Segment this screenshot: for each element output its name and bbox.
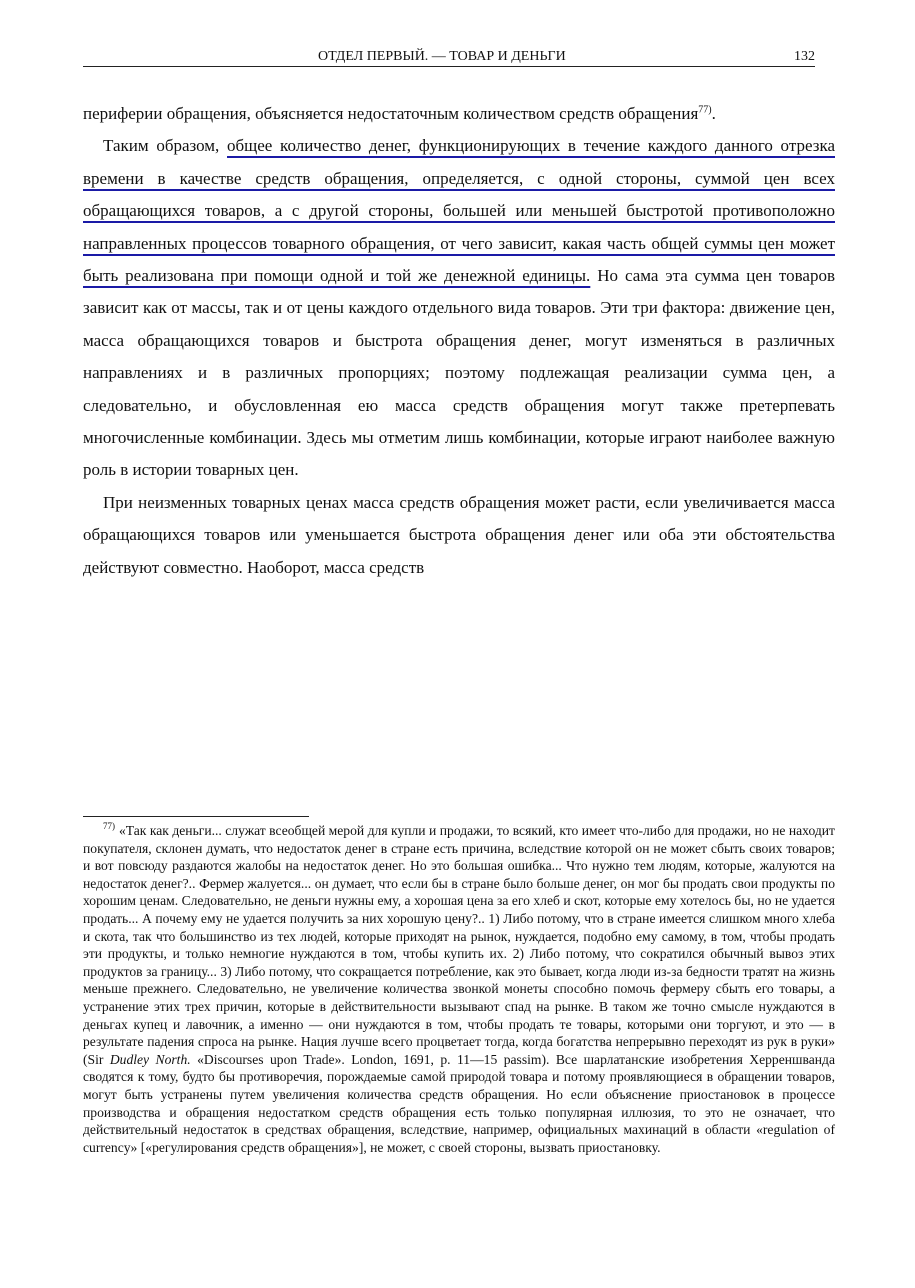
footnote-number: 77) — [103, 821, 115, 832]
section-title: ОТДЕЛ ПЕРВЫЙ. — ТОВАР И ДЕНЬГИ — [318, 49, 566, 64]
paragraph-1-text: периферии обращения, объясняется недостаточным количеством средств обращения — [83, 104, 699, 123]
paragraph-2-rest: Но сама эта сумма цен товаров зависит как от массы, так и от цены каждого отдельного вида товаров. Эти три фактора: движение цен, масса обращающихся товаров и быстрота обращения денег, могут изменяться в различных направлениях и в различных пропорциях; поэтому подлежащая реализации сумма цен, а следовательно, и обусловленная ею масса средств обращения могут также претерпевать многочисленные комбинации. Здесь мы отметим лишь комбинации, которые играют наиболее важную роль в истории товарных цен. — [83, 266, 835, 480]
footnote-77 — [83, 822, 835, 1156]
footnote-divider — [83, 816, 309, 817]
paragraph-2-lead: Таким образом, — [103, 136, 228, 156]
footnote-text — [83, 822, 835, 1156]
running-header — [83, 48, 815, 67]
page-number: 132 — [794, 49, 815, 64]
highlighted-passage: общее количество денег, функционирующих в течение каждого данного отрезка времени в качестве средств обращения, определяется, с одной стороны, суммой цен всех обращающихся товаров, а с другой стороны, большей или меньшей быстротой противоположно направленных процессов товарного обращения, от чего зависит, какая часть общей суммы цен может быть реализована при помощи одной и той же денежной единицы. — [83, 136, 835, 286]
paragraph-1-end: . — [711, 104, 716, 123]
footnote-part-2: «Discourses upon Trade». London, 1691, p. 11—15 passim). Все шарлатанские изобретения Херреншванда сводятся к тому, будто бы противоречия, порождаемые самой природой товара и потому проявляющиеся в обращении товаров, могут быть устранены путем увеличения количества средств обращения. Но если объяснение приостановок в процессе производства и обращения недостатком средств обращения есть только популярная иллюзия, то это не означает, что действительный недостаток в средствах обращения, вследствие, например, официальных махинаций в области «regulation of currency» [«регулирования средств обращения»], не может, с своей стороны, вызвать приостановку. — [83, 1051, 835, 1155]
footnote-reference-77[interactable]: 77) — [698, 104, 712, 116]
footnote-part-1: «Так как деньги... служат всеобщей мерой для купли и продажи, то всякий, кто имеет что-либо для продажи, но не находит покупателя, склонен думать, что недостаток денег в стране есть причина, вследствие которой он не может сбыть своих товаров; и вот повсюду раздаются жалобы на недостаток денег. Но это большая ошибка... Что нужно тем людям, которые, жалуются на недостаток денег?.. Фермер жалуется... он думает, что если бы в стране было больше денег, он мог бы продать свои продукты по хорошим ценам. Следовательно, не деньги нужны ему, а хорошая цена за его хлеб и скот, которые ему хотелось бы, но не удается продать... А почему ему не удается получить за них хорошую цену?.. 1) Либо потому, что в стране имеется слишком много хлеба и скота, так что большинство из тех людей, которые приходят на рынок, нуждается, подобно ему самому, в том, чтобы продать эти продукты, и только немногие нуждаются в том, чтобы купить их. 2) Либо потому, что сократился обычный вывоз этих продуктов за границу... 3) Либо потому, что сокращается потребление, как это бывает, когда люди из-за бедности тратят на жизнь меньше прежнего. Следовательно, не увеличение количества звонкой монеты способно помочь фермеру сбыть его товары, а устранение этих трех причин, которые в действительности вызывают спад на рынке. В таком же точно смысле нуждаются в деньгах купец и лавочник, а именно — они нуждаются в том, чтобы продать те товары, которыми они торгуют, и это — в результате падения спроса на рынке. Нация лучше всего процветает тогда, когда богатства непрерывно переходят из рук в руки» (Sir — [83, 823, 835, 1067]
paragraph-3: При неизменных товарных ценах масса средств обращения может расти, если увеличивается масса обращающихся товаров или уменьшается быстрота обращения денег или оба эти обстоятельства действуют совместно. Наоборот, масса средств — [83, 492, 835, 577]
footnote-author: Dudley North. — [109, 1051, 191, 1067]
paragraph-2 — [83, 130, 835, 486]
paragraph-1 — [83, 98, 835, 130]
main-text — [83, 98, 835, 584]
